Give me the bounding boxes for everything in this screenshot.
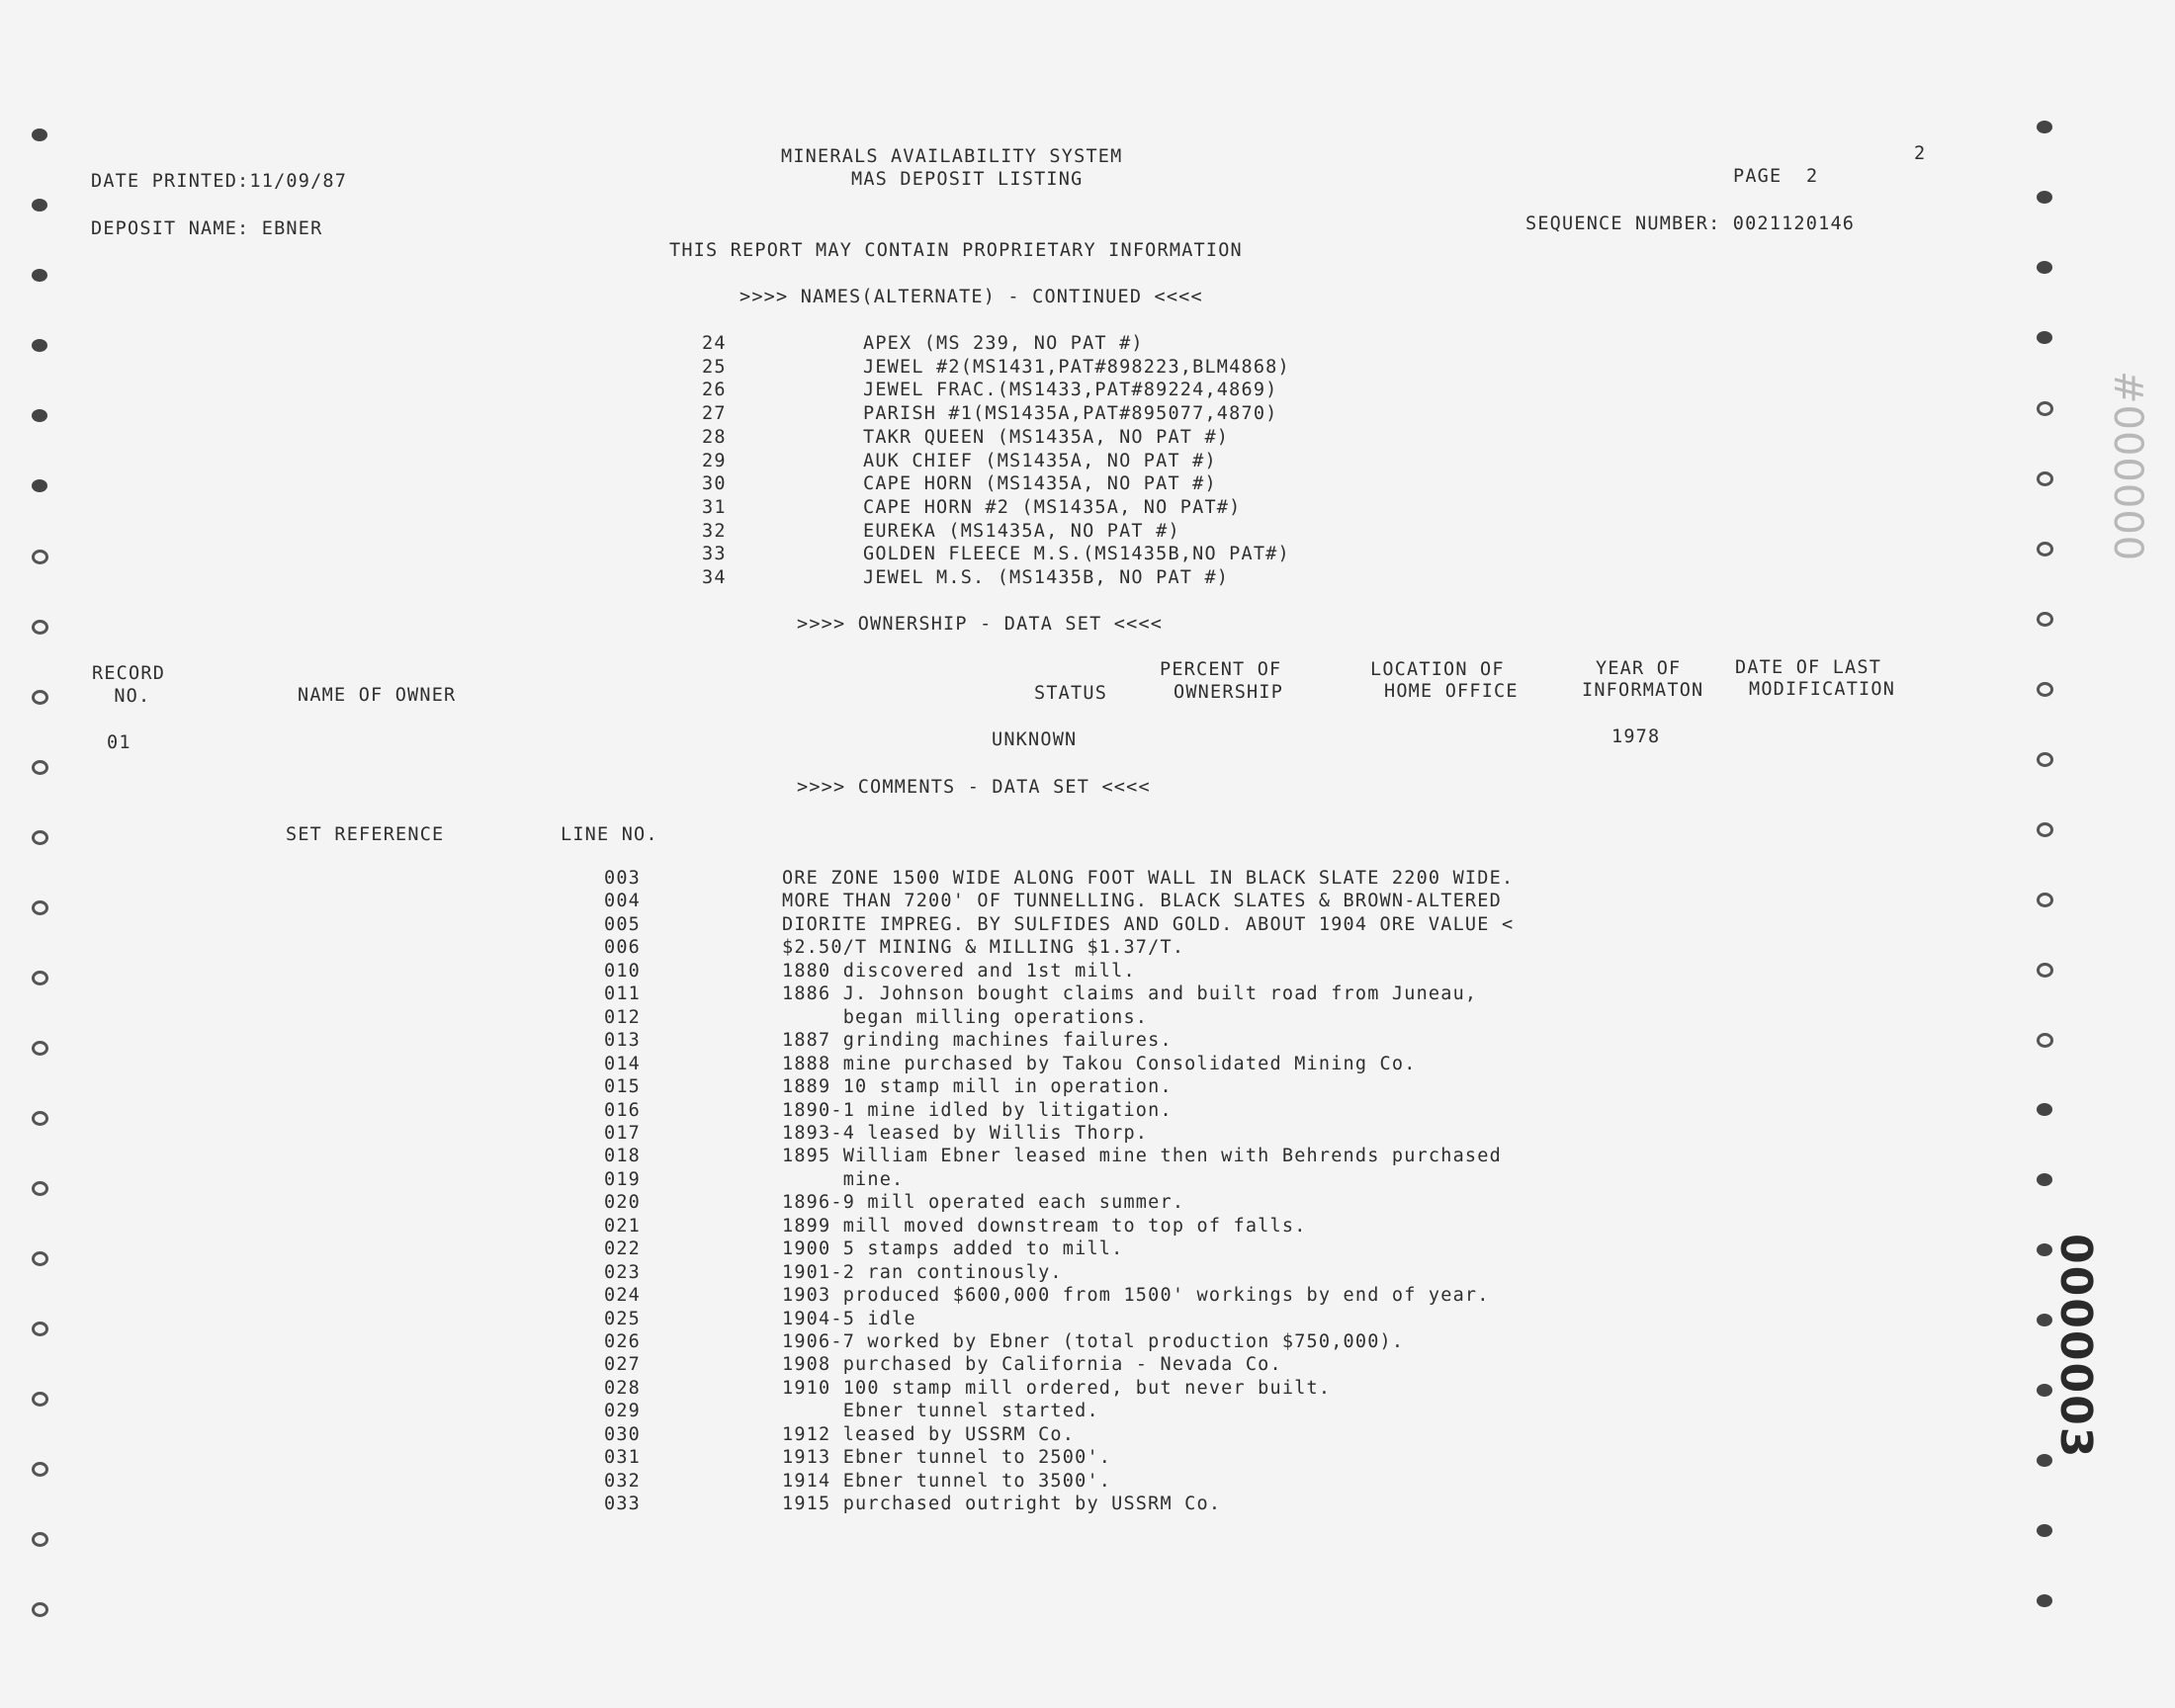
- alternate-name-number: 27: [702, 403, 727, 424]
- comment-text: 1912 leased by USSRM Co.: [782, 1424, 1076, 1445]
- comment-line-number: 016: [604, 1100, 642, 1121]
- comment-text: began milling operations.: [782, 1007, 1149, 1028]
- comment-text: 1910 100 stamp mill ordered, but never built.: [782, 1378, 1332, 1399]
- comment-line-number: 033: [604, 1494, 642, 1514]
- comment-text: MORE THAN 7200' OF TUNNELLING. BLACK SLATES & BROWN-ALTERED: [782, 891, 1502, 911]
- tractor-hole: [2037, 261, 2052, 274]
- alternate-name-text: AUK CHIEF (MS1435A, NO PAT #): [863, 451, 1217, 471]
- alternate-name-text: JEWEL FRAC.(MS1433,PAT#89224,4869): [863, 380, 1278, 400]
- alternate-name-number: 32: [702, 521, 727, 542]
- comment-line-number: 027: [604, 1354, 642, 1375]
- alternate-name-number: 34: [702, 567, 727, 588]
- tractor-hole: [2037, 191, 2052, 204]
- alternate-name-text: TAKR QUEEN (MS1435A, NO PAT #): [863, 427, 1230, 448]
- comment-text: 1904-5 idle: [782, 1309, 916, 1329]
- tractor-hole: [32, 1392, 48, 1407]
- alternate-name-number: 24: [702, 333, 727, 354]
- comment-line-number: 019: [604, 1169, 642, 1190]
- tractor-hole: [32, 1462, 48, 1477]
- tractor-hole: [32, 1532, 48, 1547]
- tractor-hole: [32, 620, 48, 635]
- comment-text: $2.50/T MINING & MILLING $1.37/T.: [782, 937, 1185, 958]
- tractor-hole: [2037, 331, 2052, 344]
- comments-section-heading: >>>> COMMENTS - DATA SET <<<<: [797, 777, 1151, 798]
- comment-text: 1899 mill moved downstream to top of falls.: [782, 1216, 1307, 1237]
- tractor-hole: [2037, 963, 2053, 978]
- comment-text: 1886 J. Johnson bought claims and built road from Juneau,: [782, 983, 1478, 1004]
- comment-line-number: 010: [604, 961, 642, 982]
- comment-line-number: 014: [604, 1054, 642, 1074]
- comment-text: mine.: [782, 1169, 905, 1190]
- sequence-number: SEQUENCE NUMBER: 0021120146: [1525, 214, 1856, 234]
- comment-line-number: 025: [604, 1309, 642, 1329]
- tractor-hole: [2037, 612, 2053, 627]
- alternate-name-number: 29: [702, 451, 727, 471]
- location-header: LOCATION OF: [1370, 659, 1505, 680]
- tractor-hole: [32, 199, 47, 212]
- tractor-hole: [2037, 1033, 2053, 1048]
- comment-line-number: 022: [604, 1238, 642, 1259]
- tractor-hole: [32, 830, 48, 845]
- comment-line-number: 032: [604, 1471, 642, 1492]
- alternate-name-text: CAPE HORN (MS1435A, NO PAT #): [863, 473, 1217, 494]
- tractor-hole: [32, 128, 47, 141]
- alternate-name-text: CAPE HORN #2 (MS1435A, NO PAT#): [863, 497, 1242, 518]
- page-label: PAGE 2: [1733, 166, 1819, 187]
- tractor-hole: [32, 690, 48, 705]
- comment-text: 1887 grinding machines failures.: [782, 1030, 1173, 1051]
- comment-line-number: 020: [604, 1192, 642, 1213]
- line-no-header: LINE NO.: [561, 824, 658, 845]
- comment-text: 1893-4 leased by Willis Thorp.: [782, 1123, 1149, 1144]
- tractor-hole: [32, 339, 47, 352]
- comment-line-number: 013: [604, 1030, 642, 1051]
- tractor-hole: [2037, 752, 2053, 767]
- tractor-hole: [2037, 1524, 2052, 1537]
- tractor-hole: [32, 269, 47, 282]
- comment-text: ORE ZONE 1500 WIDE ALONG FOOT WALL IN BLACK SLATE 2200 WIDE.: [782, 868, 1515, 889]
- listing-title: MAS DEPOSIT LISTING: [851, 169, 1084, 190]
- comment-text: 1890-1 mine idled by litigation.: [782, 1100, 1173, 1121]
- corner-page-number: 2: [1914, 143, 1927, 164]
- comment-line-number: 018: [604, 1146, 642, 1166]
- comment-line-number: 023: [604, 1262, 642, 1283]
- tractor-hole: [32, 1322, 48, 1336]
- comment-text: 1880 discovered and 1st mill.: [782, 961, 1136, 982]
- owner-name-header: NAME OF OWNER: [298, 685, 457, 706]
- comment-text: 1895 William Ebner leased mine then with Behrends purchased: [782, 1146, 1502, 1166]
- comment-line-number: 004: [604, 891, 642, 911]
- comment-line-number: 021: [604, 1216, 642, 1237]
- names-section-heading: >>>> NAMES(ALTERNATE) - CONTINUED <<<<: [740, 287, 1203, 307]
- tractor-hole: [2037, 893, 2053, 907]
- tractor-hole: [2037, 471, 2053, 486]
- status-header: STATUS: [1034, 683, 1108, 704]
- alternate-name-text: JEWEL #2(MS1431,PAT#898223,BLM4868): [863, 357, 1290, 378]
- frame-number-stamp: 0000003: [2050, 1234, 2101, 1460]
- alternate-name-number: 31: [702, 497, 727, 518]
- comment-line-number: 030: [604, 1424, 642, 1445]
- tractor-hole: [32, 1251, 48, 1266]
- percent-ownership-header: PERCENT OF: [1160, 659, 1282, 680]
- comment-text: 1914 Ebner tunnel to 3500'.: [782, 1471, 1112, 1492]
- alternate-name-number: 28: [702, 427, 727, 448]
- tractor-hole: [2037, 1594, 2052, 1607]
- system-title: MINERALS AVAILABILITY SYSTEM: [781, 146, 1123, 167]
- alternate-name-number: 26: [702, 380, 727, 400]
- alternate-name-text: APEX (MS 239, NO PAT #): [863, 333, 1144, 354]
- year-header: YEAR OF: [1596, 658, 1682, 679]
- comment-line-number: 028: [604, 1378, 642, 1399]
- comment-line-number: 011: [604, 983, 642, 1004]
- tractor-hole: [32, 1111, 48, 1126]
- comment-line-number: 005: [604, 914, 642, 935]
- tractor-hole: [32, 409, 47, 422]
- tractor-hole: [32, 550, 48, 564]
- ownership-section-heading: >>>> OWNERSHIP - DATA SET <<<<: [797, 614, 1164, 635]
- set-reference-header: SET REFERENCE: [286, 824, 445, 845]
- percent-ownership-header-line2: OWNERSHIP: [1174, 682, 1284, 703]
- comment-line-number: 029: [604, 1401, 642, 1421]
- tractor-hole: [2037, 121, 2052, 133]
- last-modification-header-line2: MODIFICATION: [1749, 679, 1896, 700]
- location-header-line2: HOME OFFICE: [1384, 681, 1519, 702]
- alternate-name-number: 30: [702, 473, 727, 494]
- tractor-hole: [32, 1181, 48, 1196]
- comment-text: 1889 10 stamp mill in operation.: [782, 1076, 1173, 1097]
- comment-line-number: 024: [604, 1285, 642, 1306]
- comment-text: Ebner tunnel started.: [782, 1401, 1099, 1421]
- comment-line-number: 017: [604, 1123, 642, 1144]
- proprietary-notice: THIS REPORT MAY CONTAIN PROPRIETARY INFORMATION: [669, 240, 1243, 261]
- comment-line-number: 003: [604, 868, 642, 889]
- last-modification-header: DATE OF LAST: [1735, 657, 1882, 678]
- alternate-name-text: PARISH #1(MS1435A,PAT#895077,4870): [863, 403, 1278, 424]
- tractor-hole: [2037, 1103, 2052, 1116]
- tractor-hole: [2037, 542, 2053, 556]
- tractor-hole: [32, 971, 48, 985]
- status-value: UNKNOWN: [992, 729, 1078, 750]
- tractor-hole: [32, 1041, 48, 1056]
- alternate-name-number: 33: [702, 544, 727, 564]
- comment-line-number: 015: [604, 1076, 642, 1097]
- comment-line-number: 031: [604, 1447, 642, 1468]
- comment-text: 1915 purchased outright by USSRM Co.: [782, 1494, 1222, 1514]
- comment-text: DIORITE IMPREG. BY SULFIDES AND GOLD. ABOUT 1904 ORE VALUE <: [782, 914, 1515, 935]
- record-no-header-line2: NO.: [102, 686, 151, 707]
- tractor-hole: [2037, 401, 2053, 416]
- comment-line-number: 012: [604, 1007, 642, 1028]
- tractor-hole: [32, 1602, 48, 1617]
- comment-text: 1913 Ebner tunnel to 2500'.: [782, 1447, 1112, 1468]
- deposit-name: DEPOSIT NAME: EBNER: [91, 218, 323, 239]
- comment-text: 1896-9 mill operated each summer.: [782, 1192, 1185, 1213]
- record-no-value: 01: [107, 732, 131, 753]
- tractor-hole: [32, 760, 48, 775]
- comment-text: 1901-2 ran continously.: [782, 1262, 1063, 1283]
- alternate-name-text: EUREKA (MS1435A, NO PAT #): [863, 521, 1180, 542]
- comment-text: 1906-7 worked by Ebner (total production $750,000).: [782, 1331, 1405, 1352]
- year-value: 1978: [1611, 726, 1661, 747]
- alternate-name-text: JEWEL M.S. (MS1435B, NO PAT #): [863, 567, 1230, 588]
- year-header-line2: INFORMATON: [1582, 680, 1704, 701]
- tractor-hole: [32, 479, 47, 492]
- tractor-hole: [2037, 682, 2053, 697]
- tractor-hole: [2037, 822, 2053, 837]
- comment-text: 1900 5 stamps added to mill.: [782, 1238, 1124, 1259]
- alternate-name-number: 25: [702, 357, 727, 378]
- comment-line-number: 006: [604, 937, 642, 958]
- comment-line-number: 026: [604, 1331, 642, 1352]
- tractor-hole: [2037, 1173, 2052, 1186]
- comment-text: 1888 mine purchased by Takou Consolidated Mining Co.: [782, 1054, 1417, 1074]
- faint-frame-stamp: #000000: [2105, 371, 2150, 562]
- alternate-name-text: GOLDEN FLEECE M.S.(MS1435B,NO PAT#): [863, 544, 1290, 564]
- record-no-header: RECORD: [92, 663, 166, 684]
- date-printed: DATE PRINTED:11/09/87: [91, 171, 348, 192]
- comment-text: 1903 produced $600,000 from 1500' workings by end of year.: [782, 1285, 1490, 1306]
- tractor-hole: [32, 900, 48, 915]
- comment-text: 1908 purchased by California - Nevada Co.: [782, 1354, 1282, 1375]
